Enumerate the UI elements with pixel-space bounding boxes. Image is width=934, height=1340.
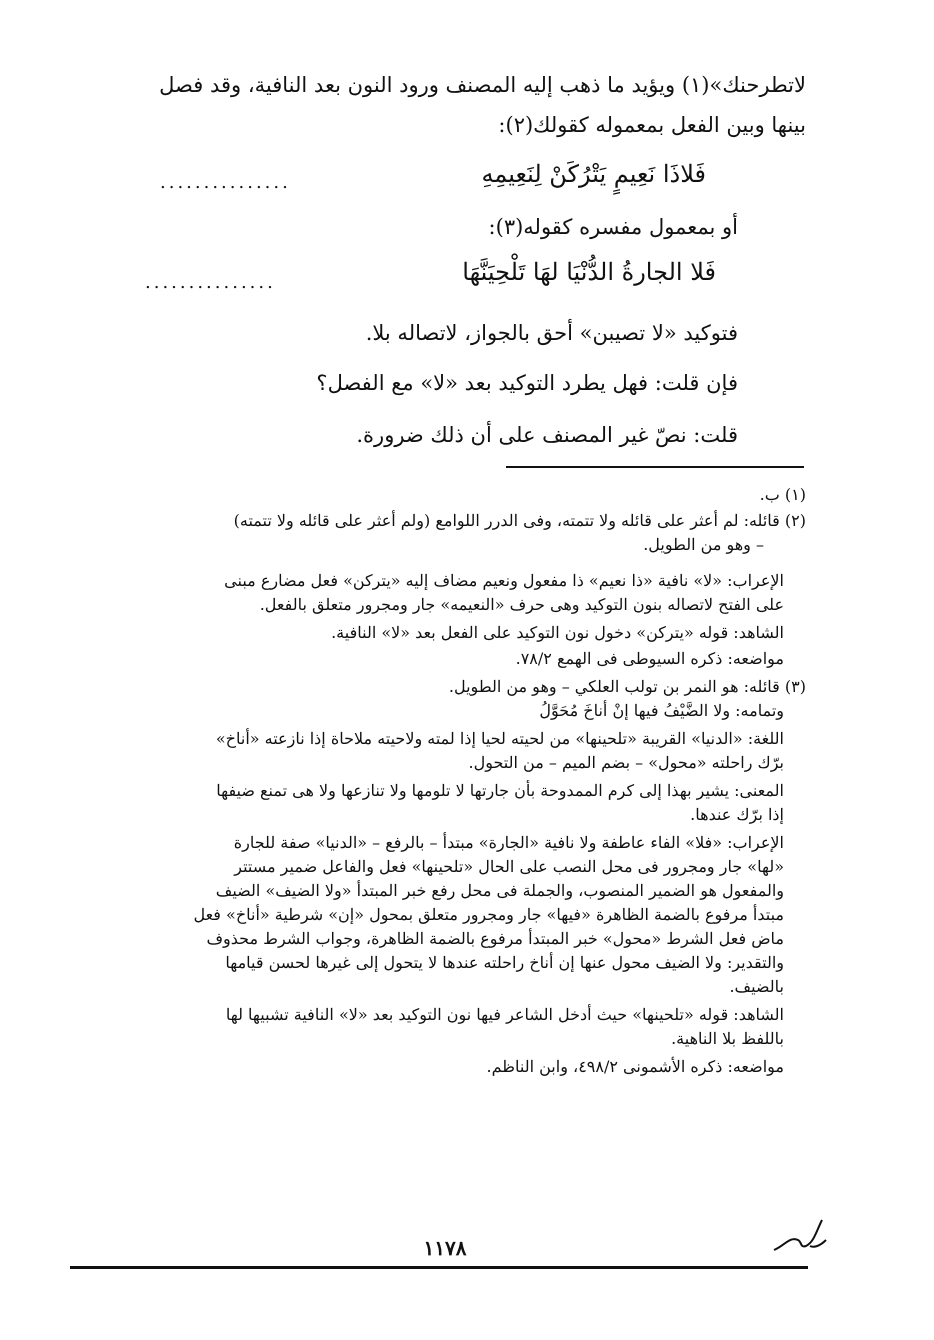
page-number: ١١٧٨ <box>423 1236 467 1260</box>
footnote-3-line: مواضعه: ذكره الأشمونى ٤٩٨/٢، وابن الناظم. <box>486 1057 784 1076</box>
footnote-3-line: الإعراب: «فلا» الفاء عاطفة ولا نافية «الجارة» مبتدأ – بالرفع – «الدنيا» صفة للجارة <box>233 833 784 852</box>
scribble-mark-icon <box>770 1206 830 1256</box>
footnote-2-line: (٢) قائله: لم أعثر على قائله ولا تتمته، وفى الدرر اللوامع (ولم أعثر على قائله ولا تتمته) <box>233 511 806 530</box>
body-line: أو بمعمول مفسره كقوله(٣): <box>488 215 738 239</box>
body-line: لاتطرحنك»(١) ويؤيد ما ذهب إليه المصنف ورود النون بعد النافية، وقد فصل <box>159 73 806 97</box>
footnote-3-line: اللغة: «الدنيا» القريبة «تلحينها» من لحيته لحيا إذا لمته ولاحيته ملاحاة إذا نازعته «أناخ» <box>215 729 784 748</box>
footnote-3-line: إذا برّك عندها. <box>690 805 784 824</box>
footnote-1: (١) ب. <box>759 485 806 504</box>
verse-line: فَلاذَا نَعِيمٍ يَتْرُكَنْ لِنَعِيمِهِ <box>481 160 706 188</box>
footnote-3-line: والمفعول هو الضمير المنصوب، والجملة فى محل رفع خبر المبتدأ «ولا الضيف» الضيف <box>215 881 784 900</box>
footnote-3-line: باللفظ بلا الناهية. <box>671 1029 784 1048</box>
footnote-3-line: برّك راحلته «محول» – بضم الميم – من التحول. <box>468 753 784 772</box>
footnote-3-line: «لها» جار ومجرور فى محل النصب على الحال «تلحينها» فعل والفاعل ضمير مستتر <box>234 857 784 876</box>
body-line: فتوكيد «لا تصيبن» أحق بالجواز، لاتصاله بلا. <box>365 321 738 345</box>
footnote-2-line: – وهو من الطويل. <box>643 535 764 554</box>
footnote-3-line: المعنى: يشير بهذا إلى كرم الممدوحة بأن جارتها لا تلومها ولا تنازعها ولا هى تمنع ضيفها <box>216 781 784 800</box>
verse-dots: ............... <box>160 172 291 193</box>
footnote-3-line: وتمامه: ولا الضَّيْفُ فيها إنْ أناخَ مُحَوَّلُ <box>539 701 784 720</box>
footnote-3-line: الشاهد: قوله «تلحينها» حيث أدخل الشاعر فيها نون التوكيد بعد «لا» النافية تشبيها لها <box>225 1005 784 1024</box>
verse-line: فَلا الجارةُ الدُّنْيَا لهَا تَلْحِيَنَّهَا <box>462 258 716 286</box>
footnote-3-line: بالضيف. <box>729 977 784 996</box>
body-line: قلت: نصّ غير المصنف على أن ذلك ضرورة. <box>356 423 738 447</box>
footnote-2-line: مواضعه: ذكره السيوطى فى الهمع ٧٨/٢. <box>515 649 784 668</box>
footnote-separator <box>506 466 804 468</box>
footnote-3-line: مبتدأ مرفوع بالضمة الظاهرة «فيها» جار ومجرور متعلق بمحول «إن» شرطية «أناخ» فعل <box>193 905 784 924</box>
footnote-3-line: ماض فعل الشرط «محول» خبر المبتدأ مرفوع بالضمة الظاهرة، وجواب الشرط محذوف <box>206 929 784 948</box>
footnote-3-line: والتقدير: ولا الضيف محول عنها إن أناخ راحلته عندها لا يتحول إلى غيرها لحسن قيامها <box>225 953 784 972</box>
footnote-3-line: (٣) قائله: هو النمر بن تولب العلكي – وهو من الطويل. <box>448 677 806 696</box>
verse-dots: ............... <box>145 272 276 293</box>
body-line: بينها وبين الفعل بمعموله كقولك(٢): <box>498 113 806 137</box>
footnote-2-line: الشاهد: قوله «يتركن» دخول نون التوكيد على الفعل بعد «لا» النافية. <box>331 623 784 642</box>
footnote-2-line: الإعراب: «لا» نافية «ذا نعيم» ذا مفعول ونعيم مضاف إليه «يتركن» فعل مضارع مبنى <box>224 571 784 590</box>
footnote-2-line: على الفتح لاتصاله بنون التوكيد وهى حرف «النعيمه» جار ومجرور متعلق بالفعل. <box>259 595 784 614</box>
body-line: فإن قلت: فهل يطرد التوكيد بعد «لا» مع الفصل؟ <box>316 371 738 395</box>
bottom-rule <box>70 1266 808 1269</box>
